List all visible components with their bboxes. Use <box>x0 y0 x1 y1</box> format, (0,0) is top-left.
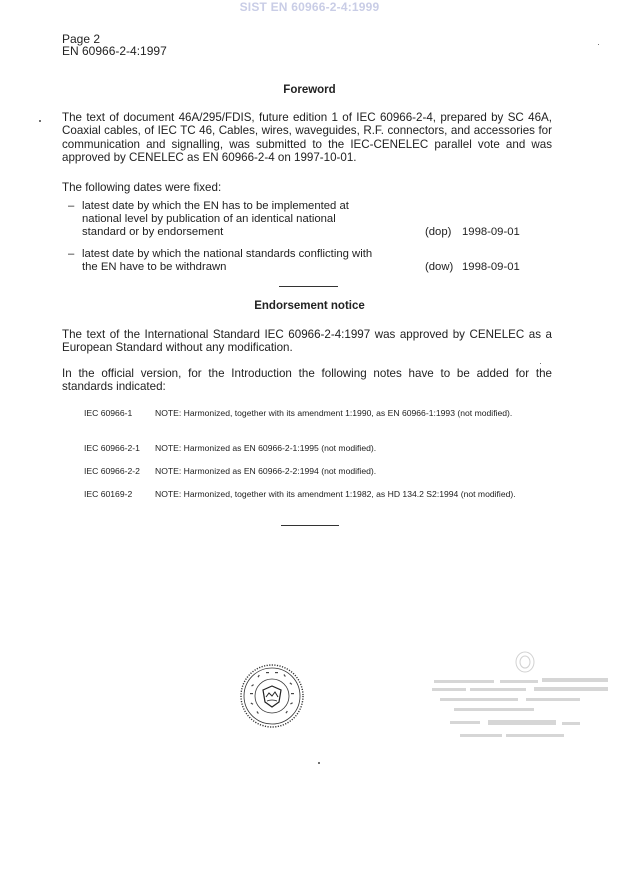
note-row <box>84 443 554 455</box>
note-row <box>84 408 554 432</box>
date-item-date: 1998-09-01 <box>462 226 520 238</box>
date-item-text: latest date by which the national standards conflicting with the EN have to be withdrawn <box>82 248 373 273</box>
scan-speck <box>540 363 541 364</box>
section-divider <box>279 286 338 287</box>
scan-speck <box>39 120 41 122</box>
date-item-dop <box>68 200 538 240</box>
faded-stamp-icon <box>430 650 615 760</box>
date-item-dow <box>68 248 538 276</box>
note-row <box>84 489 554 513</box>
note-text: NOTE: Harmonized, together with its amendment 1:1990, as EN 60966-1:1993 (not modified). <box>155 408 513 418</box>
note-standard: IEC 60966-2-1 <box>84 443 140 453</box>
note-text: NOTE: Harmonized, together with its amendment 1:1982, as HD 134.2 S2:1994 (not modified). <box>155 489 516 499</box>
standard-reference: EN 60966-2-4:1997 <box>62 44 167 58</box>
note-text: NOTE: Harmonized as EN 60966-2-2:1994 (not modified). <box>155 466 377 476</box>
date-item-text: latest date by which the EN has to be implemented at national level by publication of an identical national standard or by endorsement <box>82 200 349 238</box>
notes-intro-paragraph: In the official version, for the Introduction the following notes have to be added for the standards indicated: <box>62 367 552 394</box>
watermark: SIST EN 60966-2-4:1999 <box>239 0 380 14</box>
note-standard: IEC 60169-2 <box>84 489 133 499</box>
scan-speck <box>598 44 599 45</box>
endorsement-heading: Endorsement notice <box>254 300 365 312</box>
foreword-paragraph: The text of document 46A/295/FDIS, future edition 1 of IEC 60966-2-4, prepared by SC 46A, Coaxial cables, of IEC TC 46, Cables, wires, waveguides, R.F. connectors, and accessories for communication and signalling, was submitted to the IEC-CENELEC parallel vote and was approved by CENELEC as EN 60966-2-4 on 1997-10-01. <box>62 111 552 165</box>
end-divider <box>281 525 339 526</box>
dash-bullet: – <box>68 248 75 260</box>
date-item-code: (dow) <box>425 261 454 273</box>
page-number: Page 2 <box>62 32 101 46</box>
note-standard: IEC 60966-1 <box>84 408 133 418</box>
official-seal-icon <box>239 663 305 729</box>
date-item-date: 1998-09-01 <box>462 261 520 273</box>
note-text: NOTE: Harmonized as EN 60966-2-1:1995 (not modified). <box>155 443 377 453</box>
date-item-code: (dop) <box>425 226 452 238</box>
scan-speck <box>318 762 320 764</box>
dash-bullet: – <box>68 200 75 212</box>
endorsement-paragraph: The text of the International Standard IEC 60966-2-4:1997 was approved by CENELEC as a European Standard without any modification. <box>62 328 552 355</box>
note-row <box>84 466 554 478</box>
foreword-heading: Foreword <box>283 84 336 96</box>
dates-intro: The following dates were fixed: <box>62 181 222 194</box>
note-standard: IEC 60966-2-2 <box>84 466 140 476</box>
